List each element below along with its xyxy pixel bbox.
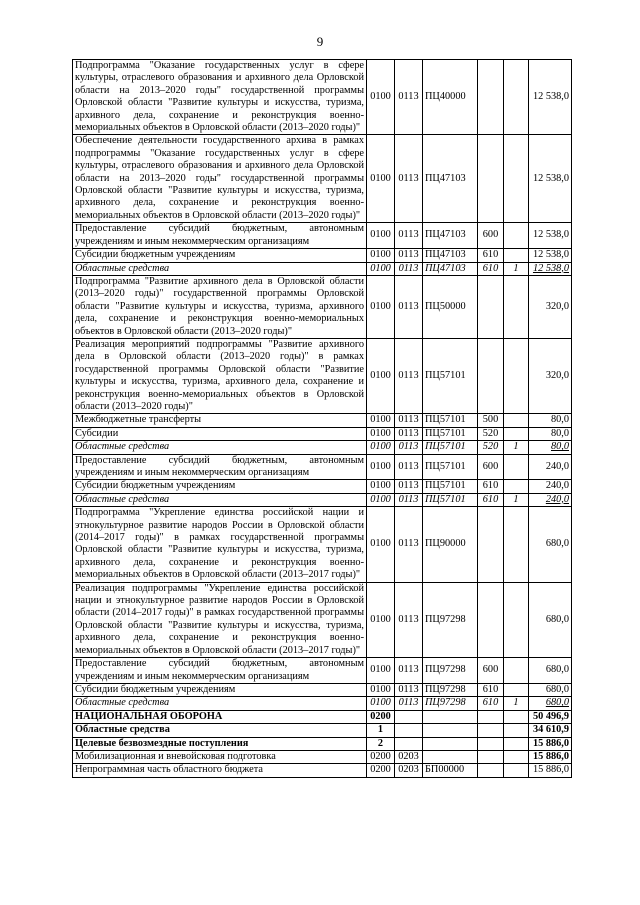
table-row [73,275,572,338]
row-name: Подпрограмма "Укрепление единства российской нации и этнокультурное развитие народов России в Орловской области (2014–2017 годы)" в рамках государственной программы Орловской области "Развитие культуры и искусства, туризма, архивного дела, сохранение и реконструкция военно-мемориальных объектов в Орловской области (2013–2017 годы)" [73,507,367,582]
row-expense-type [478,764,504,777]
table-row [73,441,572,454]
row-expense-type: 520 [478,427,504,440]
row-subsection: 0113 [395,60,423,135]
row-name: Межбюджетные трансферты [73,414,367,427]
row-fund-source [504,249,529,262]
row-subsection: 0113 [395,414,423,427]
row-name: Подпрограмма "Развитие архивного дела в Орловской области (2013–2020 годы)" государственной программы Орловской области "Развитие культуры и искусства, туризма, архивного дела, сохранение и реконструкция военно-мемориальных объектов в Орловской области (2013–2020 годы)" [73,275,367,338]
row-target-code: ПЦ57101 [423,480,478,493]
row-expense-type [478,507,504,582]
row-fund-source [504,223,529,249]
row-expense-type [478,275,504,338]
table-row [73,454,572,480]
row-section: 0100 [367,454,395,480]
row-amount: 12 538,0 [529,262,572,275]
row-subsection: 0113 [395,658,423,684]
row-name: Обеспечение деятельности государственного архива в рамках подпрограммы "Оказание государственных услуг в сфере культуры, отраслевого образования и архивного дела Орловской области на 2013–2020 годы" государственной программы Орловской области "Развитие культуры и искусства, туризма, архивного дела, сохранение и реконструкция военно-мемориальных объектов в Орловской области (2013–2020 годы)" [73,135,367,223]
row-target-code: ПЦ47103 [423,249,478,262]
row-amount: 80,0 [529,441,572,454]
row-subsection: 0113 [395,507,423,582]
row-target-code: ПЦ57101 [423,454,478,480]
row-amount: 34 610,9 [529,724,572,737]
row-expense-type: 500 [478,414,504,427]
row-fund-source [504,737,529,750]
row-expense-type: 610 [478,262,504,275]
row-target-code: ПЦ50000 [423,275,478,338]
table-row [73,480,572,493]
row-name: Субсидии бюджетным учреждениям [73,249,367,262]
table-row [73,658,572,684]
row-section: 0100 [367,414,395,427]
row-expense-type [478,710,504,723]
table-row [73,507,572,582]
row-target-code: ПЦ40000 [423,60,478,135]
row-fund-source [504,658,529,684]
row-expense-type: 610 [478,493,504,506]
row-amount: 15 886,0 [529,764,572,777]
row-name: Областные средства [73,441,367,454]
row-name: Областные средства [73,697,367,710]
row-expense-type [478,338,504,413]
row-name: Областные средства [73,262,367,275]
table-row [73,737,572,750]
table-row [73,135,572,223]
row-subsection: 0113 [395,223,423,249]
page-number: 9 [316,34,324,49]
row-name: Предоставление субсидий бюджетным, автономным учреждениям и иным некоммерческим организациям [73,223,367,249]
row-subsection: 0203 [395,764,423,777]
row-name: Областные средства [73,724,367,737]
row-target-code: ПЦ97298 [423,582,478,657]
row-target-code: ПЦ57101 [423,493,478,506]
row-subsection: 0113 [395,582,423,657]
row-expense-type [478,724,504,737]
row-section: 0100 [367,480,395,493]
row-name: Субсидии [73,427,367,440]
row-expense-type [478,737,504,750]
row-amount: 240,0 [529,454,572,480]
row-amount: 240,0 [529,480,572,493]
row-target-code: ПЦ90000 [423,507,478,582]
row-section: 0100 [367,262,395,275]
row-expense-type: 520 [478,441,504,454]
row-fund-source: 1 [504,441,529,454]
row-section: 0100 [367,338,395,413]
row-target-code: ПЦ57101 [423,338,478,413]
row-amount: 12 538,0 [529,223,572,249]
row-amount: 12 538,0 [529,60,572,135]
row-subsection: 0113 [395,493,423,506]
row-target-code: ПЦ57101 [423,441,478,454]
row-target-code: ПЦ97298 [423,697,478,710]
row-subsection: 0113 [395,338,423,413]
row-amount: 680,0 [529,507,572,582]
row-name: Субсидии бюджетным учреждениям [73,683,367,696]
row-amount: 80,0 [529,427,572,440]
row-target-code [423,750,478,763]
row-name: Реализация мероприятий подпрограммы "Развитие архивного дела в Орловской области (2013–2020 годы)" в рамках государственной программы Орловской области "Развитие культуры и искусства, туризма, архивного дела, сохранение и реконструкция военно-мемориальных объектов в Орловской области (2013–2020 годы)" [73,338,367,413]
row-name: Предоставление субсидий бюджетным, автономным учреждениям и иным некоммерческим организациям [73,658,367,684]
row-fund-source [504,414,529,427]
row-fund-source [504,275,529,338]
row-amount: 680,0 [529,683,572,696]
row-section: 0100 [367,582,395,657]
row-subsection: 0113 [395,135,423,223]
row-name: Областные средства [73,493,367,506]
row-target-code: ПЦ47103 [423,262,478,275]
row-amount: 680,0 [529,658,572,684]
row-section: 0100 [367,427,395,440]
row-target-code: ПЦ57101 [423,427,478,440]
row-subsection: 0113 [395,441,423,454]
row-name: Подпрограмма "Оказание государственных услуг в сфере культуры, отраслевого образования и архивного дела Орловской области на 2013–2020 годы" государственной программы Орловской области "Развитие культуры и искусства, туризма, архивного дела, сохранение и реконструкция военно-мемориальных объектов в Орловской области (2013–2020 годы)" [73,60,367,135]
row-subsection: 0113 [395,262,423,275]
table-row [73,414,572,427]
budget-table [72,59,572,778]
table-row [73,338,572,413]
row-target-code: ПЦ57101 [423,414,478,427]
row-fund-source [504,724,529,737]
row-fund-source [504,480,529,493]
row-subsection: 0113 [395,697,423,710]
table-row [73,750,572,763]
row-amount: 240,0 [529,493,572,506]
row-fund-source [504,338,529,413]
row-name: Субсидии бюджетным учреждениям [73,480,367,493]
row-amount: 50 496,9 [529,710,572,723]
row-name: Целевые безвозмездные поступления [73,737,367,750]
row-expense-type [478,750,504,763]
row-subsection: 0113 [395,454,423,480]
row-expense-type [478,60,504,135]
row-expense-type: 600 [478,658,504,684]
row-fund-source: 1 [504,493,529,506]
row-section: 0200 [367,710,395,723]
row-target-code [423,737,478,750]
row-name: Предоставление субсидий бюджетным, автономным учреждениям и иным некоммерческим организациям [73,454,367,480]
row-fund-source [504,582,529,657]
row-fund-source [504,764,529,777]
row-subsection: 0113 [395,480,423,493]
row-amount: 12 538,0 [529,135,572,223]
row-subsection [395,737,423,750]
row-expense-type [478,582,504,657]
row-fund-source [504,135,529,223]
row-target-code: ПЦ47103 [423,223,478,249]
row-section: 0100 [367,275,395,338]
row-name: НАЦИОНАЛЬНАЯ ОБОРОНА [73,710,367,723]
row-amount: 15 886,0 [529,750,572,763]
row-name: Непрограммная часть областного бюджета [73,764,367,777]
row-fund-source [504,60,529,135]
row-section: 0200 [367,750,395,763]
row-target-code: ПЦ47103 [423,135,478,223]
row-expense-type [478,135,504,223]
row-subsection [395,724,423,737]
row-expense-type: 610 [478,697,504,710]
row-section: 0100 [367,507,395,582]
row-subsection [395,710,423,723]
row-target-code: ПЦ97298 [423,683,478,696]
row-section: 2 [367,737,395,750]
row-section: 0100 [367,135,395,223]
table-row [73,697,572,710]
row-target-code: БП00000 [423,764,478,777]
table-row [73,724,572,737]
row-fund-source: 1 [504,262,529,275]
row-target-code: ПЦ97298 [423,658,478,684]
row-subsection: 0113 [395,249,423,262]
table-row [73,582,572,657]
row-name: Мобилизационная и вневойсковая подготовка [73,750,367,763]
row-fund-source [504,750,529,763]
row-expense-type: 610 [478,683,504,696]
row-section: 0100 [367,60,395,135]
row-fund-source [504,683,529,696]
row-section: 0200 [367,764,395,777]
row-expense-type: 600 [478,223,504,249]
row-section: 0100 [367,249,395,262]
row-subsection: 0113 [395,275,423,338]
row-section: 1 [367,724,395,737]
row-expense-type: 610 [478,480,504,493]
row-amount: 680,0 [529,582,572,657]
table-row [73,223,572,249]
row-subsection: 0113 [395,427,423,440]
row-fund-source: 1 [504,697,529,710]
table-row [73,262,572,275]
row-fund-source [504,710,529,723]
row-section: 0100 [367,493,395,506]
table-row [73,710,572,723]
row-amount: 80,0 [529,414,572,427]
table-row [73,249,572,262]
row-amount: 320,0 [529,275,572,338]
table-row [73,427,572,440]
row-subsection: 0203 [395,750,423,763]
row-fund-source [504,427,529,440]
budget-table-body [73,60,572,778]
table-row [73,683,572,696]
row-target-code [423,724,478,737]
row-name: Реализация подпрограммы "Укрепление единства российской нации и этнокультурное развитие народов России в Орловской области (2014–2017 годы)" в рамках государственной программы Орловской области "Развитие культуры и искусства, туризма, архивного дела, сохранение и реконструкция военно-мемориальных объектов в Орловской области (2013–2017 годы)" [73,582,367,657]
row-amount: 320,0 [529,338,572,413]
row-section: 0100 [367,441,395,454]
table-row [73,60,572,135]
row-section: 0100 [367,223,395,249]
row-section: 0100 [367,683,395,696]
row-expense-type: 600 [478,454,504,480]
row-subsection: 0113 [395,683,423,696]
row-amount: 680,0 [529,697,572,710]
row-section: 0100 [367,697,395,710]
row-fund-source [504,454,529,480]
row-section: 0100 [367,658,395,684]
table-row [73,764,572,777]
row-fund-source [504,507,529,582]
row-expense-type: 610 [478,249,504,262]
row-target-code [423,710,478,723]
table-row [73,493,572,506]
row-amount: 12 538,0 [529,249,572,262]
row-amount: 15 886,0 [529,737,572,750]
